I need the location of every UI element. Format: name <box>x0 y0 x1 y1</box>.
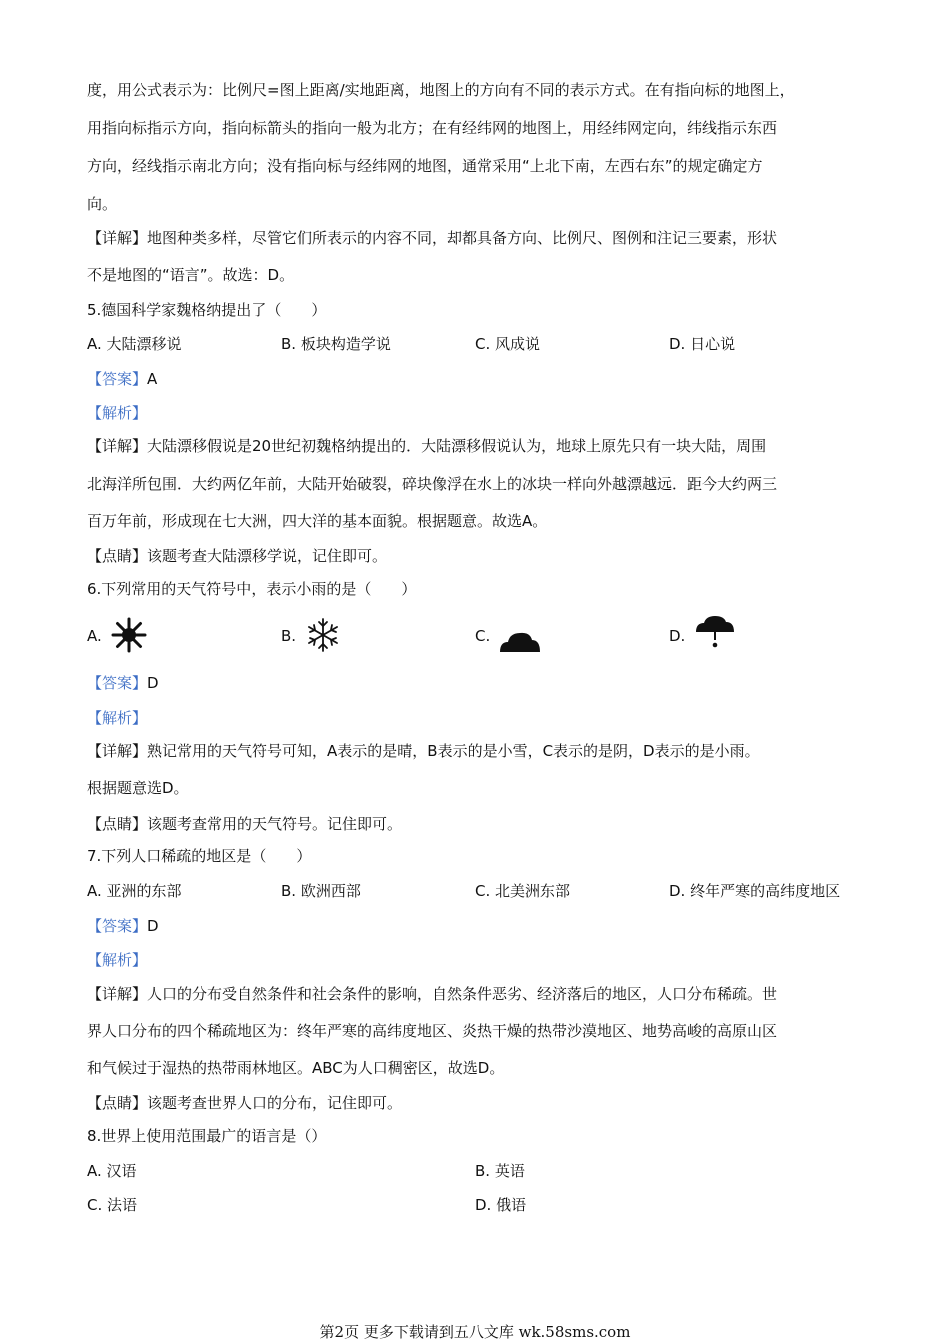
paragraph-line: 用指向标指示方向，指向标箭头的指向一般为北方；在有经纬网的地图上，用经纬网定向，纬线指示东西 <box>87 119 778 137</box>
light-snow-icon <box>304 616 342 654</box>
paragraph-line: 度，用公式表示为：比例尺=图上距离/实地距离，地图上的方向有不同的表示方式。在有指向标的地图上， <box>87 81 795 99</box>
q8-option-b: B. 英语 <box>475 1162 525 1180</box>
question-6-stem: 6.下列常用的天气符号中，表示小雨的是（ ） <box>87 580 417 598</box>
answer-value: D <box>147 674 159 692</box>
overcast-icon <box>498 628 542 654</box>
comment-tag: 【点睛】 <box>87 1094 148 1112</box>
detail-line: 北海洋所包围．大约两亿年前，大陆开始破裂，碎块像浮在水上的冰块一样向外越漂越远．距今大约两三 <box>87 475 778 493</box>
detail-text: 大陆漂移假说是20世纪初魏格纳提出的．大陆漂移假说认为，地球上原先只有一块大陆，周围 <box>147 437 767 455</box>
detail-line: 界人口分布的四个稀疏地区为：终年严寒的高纬度地区、炎热干燥的热带沙漠地区、地势高峻的高原山区 <box>87 1022 778 1040</box>
q5-option-c: C. 风成说 <box>475 335 541 353</box>
q6-option-d-label: D. <box>669 627 686 645</box>
q6-option-a-label: A. <box>87 627 102 645</box>
answer-tag: 【答案】 <box>87 917 148 935</box>
q7-answer <box>87 916 159 936</box>
detail-line <box>87 984 777 1004</box>
q7-option-a: A. 亚洲的东部 <box>87 882 182 900</box>
answer-tag: 【答案】 <box>87 674 148 692</box>
q8-option-c: C. 法语 <box>87 1196 138 1214</box>
paragraph-line: 向。 <box>87 195 118 213</box>
q7-comment <box>87 1093 402 1113</box>
q5-answer <box>87 369 157 389</box>
detail-line <box>87 741 760 761</box>
q5-comment <box>87 546 387 566</box>
q6-comment <box>87 814 402 834</box>
question-8-stem: 8.世界上使用范围最广的语言是（） <box>87 1127 327 1145</box>
q7-analysis-tag: 【解析】 <box>87 951 148 969</box>
detail-text: 人口的分布受自然条件和社会条件的影响，自然条件恶劣、经济落后的地区，人口分布稀疏。世 <box>147 985 778 1003</box>
detail-text: 地图种类多样，尽管它们所表示的内容不同，却都具备方向、比例尺、图例和注记三要素，形状 <box>147 229 778 247</box>
q8-option-d: D. 俄语 <box>475 1196 527 1214</box>
q7-option-b: B. 欧洲西部 <box>281 882 361 900</box>
answer-tag: 【答案】 <box>87 370 148 388</box>
q7-option-c: C. 北美洲东部 <box>475 882 571 900</box>
sunny-icon <box>110 616 148 654</box>
q5-option-b: B. 板块构造学说 <box>281 335 391 353</box>
q6-option-c-label: C. <box>475 627 491 645</box>
detail-tag: 【详解】 <box>87 985 148 1003</box>
question-7-stem: 7.下列人口稀疏的地区是（ ） <box>87 847 312 865</box>
q6-option-b-label: B. <box>281 627 297 645</box>
comment-text: 该题考查常用的天气符号。记住即可。 <box>147 815 403 833</box>
detail-line: 和气候过于湿热的热带雨林地区。ABC为人口稠密区，故选D。 <box>87 1059 505 1077</box>
detail-tag: 【详解】 <box>87 437 148 455</box>
q5-option-d: D. 日心说 <box>669 335 736 353</box>
detail-line <box>87 436 766 456</box>
question-5-stem: 5.德国科学家魏格纳提出了（ ） <box>87 301 327 319</box>
detail-tag: 【详解】 <box>87 742 148 760</box>
q6-answer <box>87 673 159 693</box>
comment-tag: 【点睛】 <box>87 815 148 833</box>
q5-option-a: A. 大陆漂移说 <box>87 335 182 353</box>
q6-analysis-tag: 【解析】 <box>87 709 148 727</box>
q5-analysis-tag: 【解析】 <box>87 404 148 422</box>
q8-option-a: A. 汉语 <box>87 1162 137 1180</box>
page-footer: 第2页 更多下载请到五八文库 wk.58sms.com <box>319 1323 631 1341</box>
detail-line <box>87 228 777 248</box>
paragraph-line: 方向，经线指示南北方向；没有指向标与经纬网的地图，通常采用“上北下南，左西右东”的规定确定方 <box>87 157 763 175</box>
detail-text: 熟记常用的天气符号可知，A表示的是晴，B表示的是小雪，C表示的是阴，D表示的是小雨。 <box>147 742 760 760</box>
light-rain-icon <box>693 615 737 651</box>
comment-tag: 【点睛】 <box>87 547 148 565</box>
answer-value: D <box>147 917 159 935</box>
comment-text: 该题考查世界人口的分布，记住即可。 <box>147 1094 403 1112</box>
comment-text: 该题考查大陆漂移学说，记住即可。 <box>147 547 388 565</box>
detail-tag: 【详解】 <box>87 229 148 247</box>
detail-line: 不是地图的“语言”。故选：D。 <box>87 266 295 284</box>
detail-line: 百万年前，形成现在七大洲，四大洋的基本面貌。根据题意。故选A。 <box>87 512 548 530</box>
q7-option-d: D. 终年严寒的高纬度地区 <box>669 882 841 900</box>
detail-line: 根据题意选D。 <box>87 779 189 797</box>
answer-value: A <box>147 370 158 388</box>
